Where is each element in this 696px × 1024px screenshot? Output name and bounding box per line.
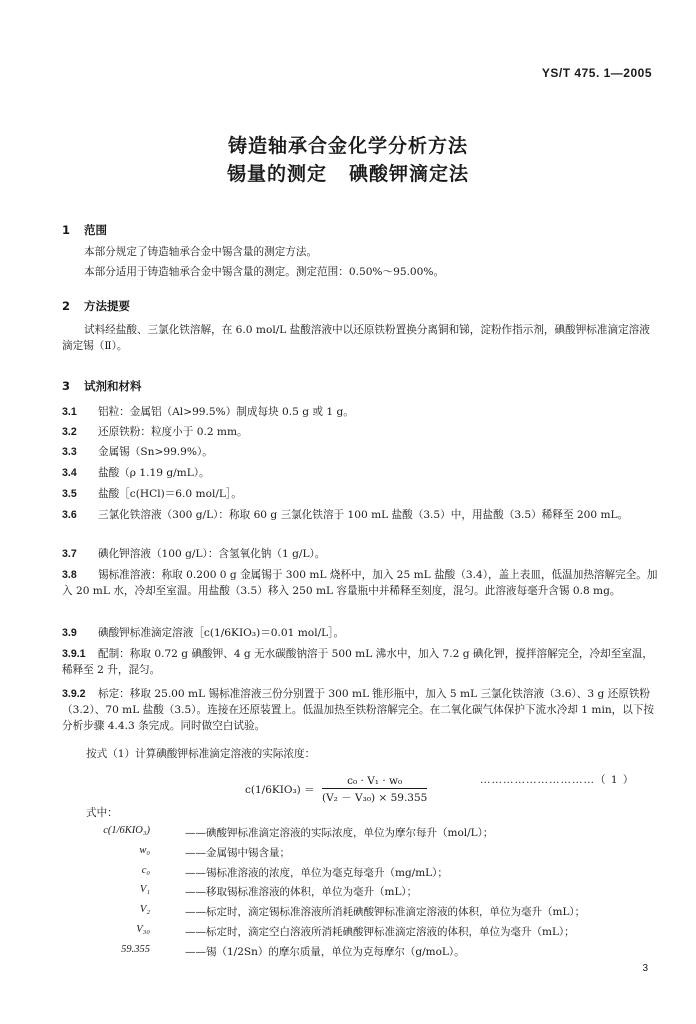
legend-symbol: V₂ xyxy=(139,904,150,915)
legend-symbol: V₁ xyxy=(139,884,150,895)
section-2-para-1: 试料经盐酸、三氯化铁溶解，在 6.0 mol/L 盐酸溶液中以还原铁粉置换分离铜和锑，淀粉作指示剂，碘酸钾标准滴定溶液滴定锡（Ⅱ）。 xyxy=(62,324,650,352)
title-line2-left: 锡量的测定 xyxy=(226,163,327,185)
legend-title: 式中： xyxy=(86,807,118,819)
item-3-1: 3.1 铝粒：金属铝（Al>99.5%）制成每块 0.5 g 或 1 g。 xyxy=(62,406,354,418)
section-title: 试剂和材料 xyxy=(84,379,142,393)
item-3-9-2: 3.9.2 标定：移取 25.00 mL 锡标准溶液三份分别置于 300 mL 锥形瓶中，加入 5 mL 三氯化铁溶液（3.6）、3 g 还原铁粉（3.2）、70 mL 盐酸（3.5）。连接在还原装置上。低温加热至铁粉溶解完全。在二氧化碳气体保护下流水冷却 1 min，以下按分析步骤 4.4.3 条完成。同时做空白试验。 xyxy=(62,688,655,732)
section-title: 方法提要 xyxy=(84,299,130,313)
section-number: 1 xyxy=(62,223,71,237)
doc-title-line1: 铸造轴承合金化学分析方法 xyxy=(227,135,468,157)
formula-fraction xyxy=(322,775,427,805)
section-2-heading xyxy=(62,298,130,314)
section-number: 3 xyxy=(62,379,71,393)
item-3-9: 3.9 碘酸钾标准滴定溶液［c(1/6KIO₃)＝0.01 mol/L］。 xyxy=(62,627,345,639)
formula-numerator: c₀ · V₁ · w₀ xyxy=(322,775,427,789)
standard-number: YS/T 475. 1—2005 xyxy=(541,66,652,80)
legend-description: ——碘酸钾标准滴定溶液的实际浓度，单位为摩尔每升（mol/L）； xyxy=(185,827,494,839)
section-3-heading xyxy=(62,378,142,394)
legend-symbol: 59.355 xyxy=(121,944,150,955)
legend-description: ——标定时，滴定空白溶液所消耗碘酸钾标准滴定溶液的体积，单位为毫升（mL）； xyxy=(185,926,575,938)
legend-description: ——金属锡中锡含量； xyxy=(185,847,290,859)
legend-symbol: w₀ xyxy=(139,845,150,856)
item-3-6: 3.6 三氯化铁溶液（300 g/L）：称取 60 g 三氯化铁溶于 100 mL 盐酸（3.5）中，用盐酸（3.5）稀释至 200 mL。 xyxy=(62,509,629,521)
section-number: 2 xyxy=(62,299,71,313)
legend-description: ——移取锡标准溶液的体积，单位为毫升（mL）； xyxy=(185,886,418,898)
calc-intro: 按式（1）计算碘酸钾标准滴定溶液的实际浓度： xyxy=(86,748,316,760)
title-line2-right: 碘酸钾滴定法 xyxy=(349,163,470,185)
legend-description: ——锡（1/2Sn）的摩尔质量，单位为克每摩尔（g/moL）。 xyxy=(185,946,465,958)
legend-description: ——标定时，滴定锡标准溶液所消耗碘酸钾标准滴定溶液的体积，单位为毫升（mL）； xyxy=(185,906,586,918)
item-3-7: 3.7 碘化钾溶液（100 g/L）：含氢氧化钠（1 g/L）。 xyxy=(62,548,326,560)
page-number: 3 xyxy=(642,963,648,974)
legend-symbol: c(1/6KIO₃) xyxy=(103,825,150,836)
item-3-5: 3.5 盐酸［c(HCl)＝6.0 mol/L］。 xyxy=(62,488,242,500)
section-1-para-1: 本部分规定了铸造轴承合金中锡含量的测定方法。 xyxy=(84,246,318,258)
legend-description: ——锡标准溶液的浓度，单位为毫克每毫升（mg/mL）； xyxy=(185,867,448,879)
item-3-3: 3.3 金属锡（Sn>99.9%）。 xyxy=(62,446,213,458)
section-1-heading xyxy=(62,222,107,238)
doc-title-line2 xyxy=(0,159,696,186)
formula-1 xyxy=(245,775,427,805)
item-3-8: 3.8 锡标准溶液：称取 0.200 0 g 金属锡于 300 mL 烧杯中，加入 25 mL 盐酸（3.4），盖上表皿，低温加热溶解完全。加入 20 mL 水，冷却至室温。用盐酸（3.5）移入 250 mL 容量瓶中并稀释至刻度，混匀。此溶液每毫升含锡 0.8 mg。 xyxy=(62,569,658,597)
item-3-2: 3.2 还原铁粉：粒度小于 0.2 mm。 xyxy=(62,426,248,438)
equation-number: …………………………（ 1 ） xyxy=(480,774,635,786)
legend-symbol: c₀ xyxy=(141,865,150,876)
section-1-para-2: 本部分适用于铸造轴承合金中锡含量的测定。测定范围：0.50%～95.00%。 xyxy=(84,266,445,278)
section-title: 范围 xyxy=(84,223,107,237)
item-3-4: 3.4 盐酸（ρ 1.19 g/mL）。 xyxy=(62,467,210,479)
legend-symbol: V₃₀ xyxy=(136,924,150,935)
formula-denominator: (V₂ － V₃₀) × 59.355 xyxy=(321,792,428,804)
formula-lhs: c(1/6KIO₃) ＝ xyxy=(245,784,315,796)
item-3-9-1: 3.9.1 配制：称取 0.72 g 碘酸钾、4 g 无水碳酸钠溶于 500 mL 沸水中，加入 7.2 g 碘化钾，搅拌溶解完全，冷却至室温，稀释至 2 升，混匀。 xyxy=(62,648,654,676)
